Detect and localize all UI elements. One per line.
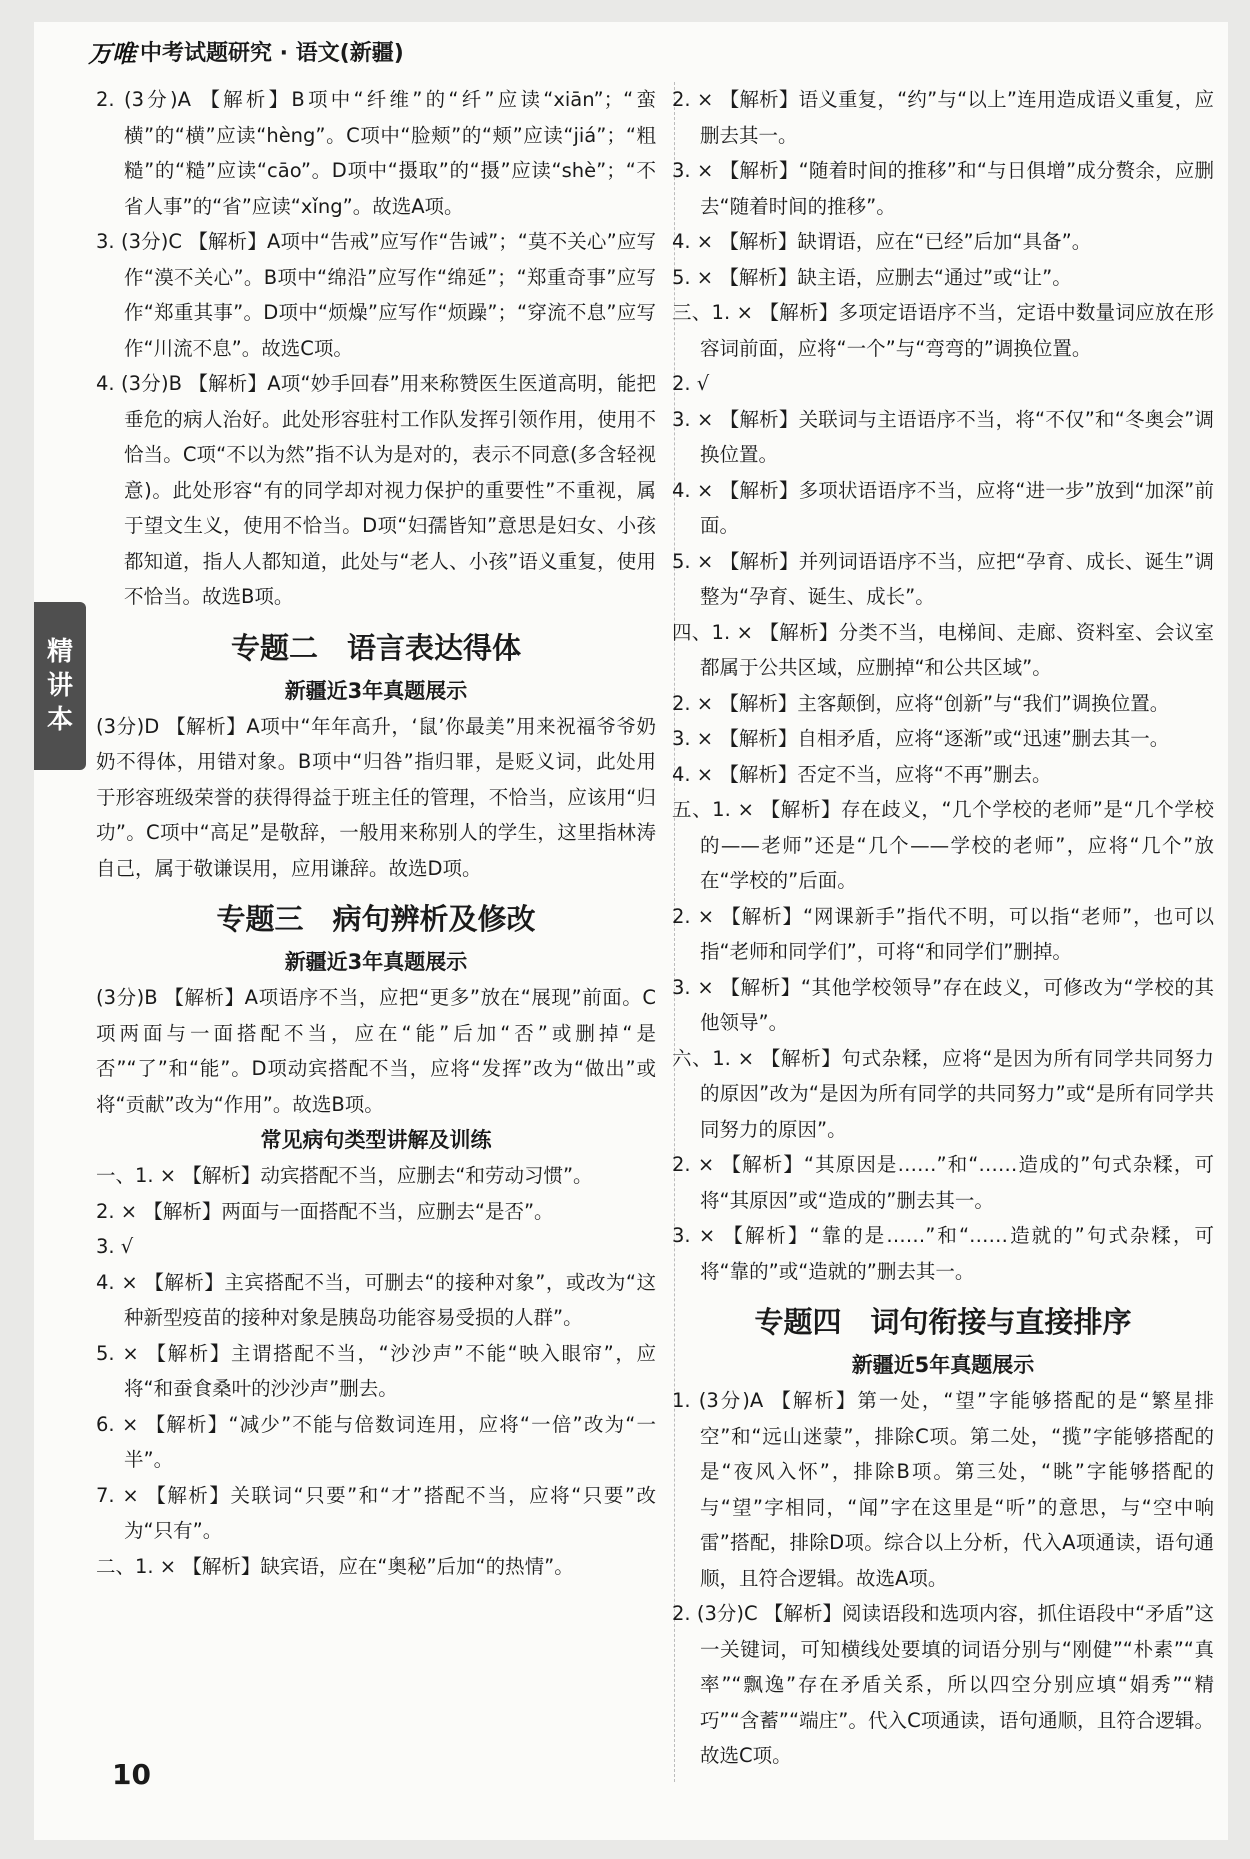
answer-item: 二、1. × 【解析】缺宾语，应在“奥秘”后加“的热情”。	[96, 1554, 574, 1578]
answer-item: 2. √	[672, 372, 710, 395]
answer-item: 2. × 【解析】主客颠倒，应将“创新”与“我们”调换位置。	[672, 691, 1170, 715]
answer-item: 六、1. × 【解析】句式杂糅，应将“是因为所有同学共同努力的原因”改为“是因为所有同学的共同努力”或“是所有同学共同努力的原因”。	[672, 1046, 1214, 1141]
answer-item: 2. × 【解析】“网课新手”指代不明，可以指“老师”，也可以指“老师和同学们”，可将“和同学们”删掉。	[672, 904, 1214, 963]
answer-item: 5. × 【解析】并列词语语序不当，应把“孕育、成长、诞生”调整为“孕育、诞生、成长”。	[672, 549, 1214, 608]
answer-item: 4. (3分)B 【解析】A项“妙手回春”用来称赞医生医道高明，能把垂危的病人治好。此处形容驻村工作队发挥引领作用，使用不恰当。C项“不以为然”指不认为是对的，表示不同意(多含轻视意)。此处形容“有的同学却对视力保护的重要性”不重视，属于望文生义，使用不恰当。D项“妇孺皆知”意思是妇女、小孩都知道，指人人都知道，此处与“老人、小孩”语义重复，使用不恰当。故选B项。	[96, 372, 656, 608]
answer-item: 5. × 【解析】缺主语，应删去“通过”或“让”。	[672, 265, 1072, 289]
answer-item: 1. (3分)A 【解析】第一处，“望”字能够搭配的是“繁星排空”和“远山迷蒙”，排除C项。第二处，“揽”字能够搭配的是“夜风入怀”，排除B项。第三处，“眺”字能够搭配的与“望”字相同，“闻”字在这里是“听”的意思，与“空中响雷”搭配，排除D项。综合以上分析，代入A项通读，语句通顺，且符合逻辑。故选A项。	[672, 1389, 1214, 1590]
answer-item: 3. × 【解析】关联词与主语语序不当，将“不仅”和“冬奥会”调换位置。	[672, 407, 1214, 466]
side-tab-char: 精	[46, 637, 73, 667]
section-subtitle: 新疆近3年真题展示	[284, 950, 468, 974]
right-column	[672, 82, 1214, 1774]
answer-item: 6. × 【解析】“减少”不能与倍数词连用，应将“一倍”改为“一半”。	[96, 1412, 656, 1471]
section-title: 专题三 病句辨析及修改	[216, 902, 536, 936]
side-tab	[34, 602, 86, 770]
answer-item: 2. × 【解析】“其原因是……”和“……造成的”句式杂糅，可将“其原因”或“造成的”删去其一。	[672, 1153, 1214, 1212]
answer-item: 2. (3分)C 【解析】阅读语段和选项内容，抓住语段中“矛盾”这一关键词，可知横线处要填的词语分别与“刚健”“朴素”“真率”“飘逸”存在矛盾关系，所以四空分别应填“娟秀”“精巧”“含蓄”“端庄”。代入C项通读，语句通顺，且符合逻辑。故选C项。	[672, 1602, 1214, 1767]
answer-item: 3. √	[96, 1235, 134, 1258]
answer-item: 2. × 【解析】两面与一面搭配不当，应删去“是否”。	[96, 1199, 554, 1223]
section-subtitle: 常见病句类型讲解及训练	[260, 1128, 492, 1152]
side-tab-char: 讲	[46, 671, 73, 701]
answer-item: 四、1. × 【解析】分类不当，电梯间、走廊、资料室、会议室都属于公共区域，应删掉“和公共区域”。	[672, 620, 1214, 679]
answer-paragraph: (3分)B 【解析】A项语序不当，应把“更多”放在“展现”前面。C项两面与一面搭配不当，应在“能”后加“否”或删掉“是否”“了”和“能”。D项动宾搭配不当，应将“发挥”改为“做出”或将“贡献”改为“作用”。故选B项。	[96, 986, 656, 1116]
brand-logo: 万唯	[88, 39, 136, 68]
answer-item: 2. × 【解析】语义重复，“约”与“以上”连用造成语义重复，应删去其一。	[672, 88, 1214, 147]
answer-paragraph: (3分)D 【解析】A项中“年年高升，‘鼠’你最美”用来祝福爷爷奶奶不得体，用错对象。B项中“归咎”指归罪，是贬义词，此处用于形容班级荣誉的获得得益于班主任的管理，不恰当，应该用“归功”。C项中“高足”是敬辞，一般用来称别人的学生，这里指林涛自己，属于敬谦误用，应用谦辞。故选D项。	[96, 714, 656, 880]
answer-item: 4. × 【解析】缺谓语，应在“已经”后加“具备”。	[672, 230, 1092, 253]
answer-item: 一、1. × 【解析】动宾搭配不当，应删去“和劳动习惯”。	[96, 1164, 593, 1187]
section-title: 专题二 语言表达得体	[230, 630, 521, 665]
section-subtitle: 新疆近5年真题展示	[851, 1353, 1035, 1377]
book-title: 中考试题研究 · 语文(新疆)	[140, 40, 404, 66]
answer-item: 3. × 【解析】“其他学校领导”存在歧义，可修改为“学校的其他领导”。	[672, 975, 1214, 1034]
left-column	[96, 82, 656, 1584]
page-number: 10	[112, 1758, 151, 1791]
side-tab-char: 本	[46, 705, 73, 735]
answer-item: 五、1. × 【解析】存在歧义，“几个学校的老师”是“几个学校的——老师”还是“几个——学校的老师”，应将“几个”放在“学校的”后面。	[672, 798, 1214, 892]
answer-item: 7. × 【解析】关联词“只要”和“才”搭配不当，应将“只要”改为“只有”。	[96, 1483, 656, 1542]
answer-item: 3. (3分)C 【解析】A项中“告戒”应写作“告诫”；“莫不关心”应写作“漠不关心”。B项中“绵沿”应写作“绵延”；“郑重奇事”应写作“郑重其事”。D项中“烦燥”应写作“烦躁”；“穿流不息”应写作“川流不息”。故选C项。	[96, 230, 656, 360]
answer-item: 三、1. × 【解析】多项定语语序不当，定语中数量词应放在形容词前面，应将“一个”与“弯弯的”调换位置。	[672, 301, 1214, 360]
page	[34, 22, 1228, 1840]
answer-item: 4. × 【解析】否定不当，应将“不再”删去。	[672, 762, 1052, 786]
answer-item: 2. (3分)A 【解析】B项中“纤维”的“纤”应读“xiān”；“蛮横”的“横”应读“hèng”。C项中“脸颊”的“颊”应读“jiá”；“粗糙”的“糙”应读“cāo”。D项中“摄取”的“摄”应读“shè”；“不省人事”的“省”应读“xǐng”。故选A项。	[96, 88, 656, 218]
header	[88, 34, 404, 68]
answer-item: 3. × 【解析】“随着时间的推移”和“与日俱增”成分赘余，应删去“随着时间的推移”。	[672, 159, 1214, 218]
answer-item: 4. × 【解析】多项状语语序不当，应将“进一步”放到“加深”前面。	[672, 478, 1214, 537]
answer-item: 3. × 【解析】自相矛盾，应将“逐渐”或“迅速”删去其一。	[672, 727, 1170, 750]
section-title: 专题四 词句衔接与直接排序	[754, 1305, 1132, 1339]
answer-item: 3. × 【解析】“靠的是……”和“……造就的”句式杂糅，可将“靠的”或“造就的”删去其一。	[672, 1224, 1214, 1283]
answer-item: 5. × 【解析】主谓搭配不当，“沙沙声”不能“映入眼帘”，应将“和蚕食桑叶的沙沙声”删去。	[96, 1341, 656, 1400]
answer-item: 4. × 【解析】主宾搭配不当，可删去“的接种对象”，或改为“这种新型疫苗的接种对象是胰岛功能容易受损的人群”。	[96, 1270, 656, 1329]
section-subtitle: 新疆近3年真题展示	[284, 678, 468, 703]
